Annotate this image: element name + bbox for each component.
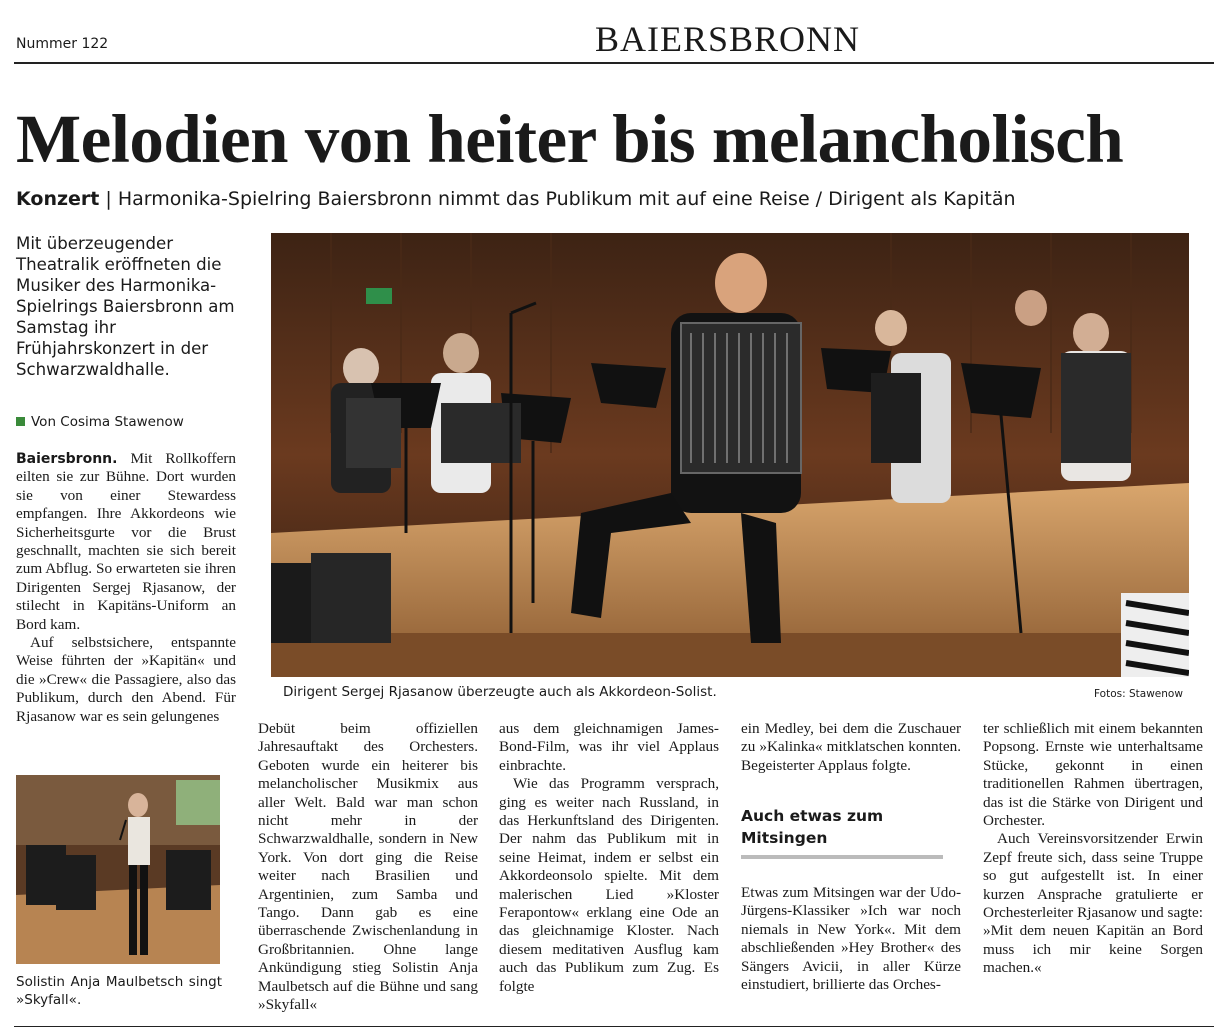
dateline: Baiersbronn.: [16, 451, 118, 467]
lead-paragraph: Mit überzeugender Theatralik eröffneten die Musiker des Harmonika-Spielrings Baiersbronn am Samstag ihr Frühjahrskonzert in der Schwarzwaldhalle.: [16, 234, 235, 379]
paragraph: [16, 450, 236, 634]
header-rule: [14, 62, 1214, 64]
article-column-1: [16, 450, 236, 726]
paragraph-text: Mit Rollkoffern eilten sie zur Bühne. Dort wurden sie von einer Stewardess empfangen. Ihre Akkordeons wie Sicherheitsgurte vor die Brust geschnallt, machten sie sich bereit zum Abflug. So erwarteten sie ihren Dirigenten Sergej Rjasanow, der stilecht in Kapitäns-Uniform an Bord kam.: [16, 450, 236, 633]
subheadline: [16, 188, 1016, 210]
photo-credit: Fotos: Stawenow: [1094, 688, 1183, 700]
headline: Melodien von heiter bis melancholisch: [16, 101, 1124, 177]
article-column-2: [258, 720, 478, 1015]
paragraph: Auch Vereinsvorsitzender Erwin Zepf freute sich, dass seine Truppe so gut aufgestellt ist. In einer kurzen Ansprache gratulierte er Orchesterleiter Rjasanow und sagte: »Mit dem neuen Kapitän an Bord muss ich mir keine Sorgen machen.«: [983, 830, 1203, 977]
byline-text: Von Cosima Stawenow: [31, 414, 184, 430]
subline-text: | Harmonika-Spielring Baiersbronn nimmt das Publikum mit auf eine Reise / Dirigent als Kapitän: [99, 188, 1016, 210]
article-column-5: [983, 720, 1203, 978]
paragraph: Etwas zum Mitsingen war der Udo-Jürgens-Klassiker »Ich war noch niemals in New York«. Mit dem abschließenden »Hey Brother« des Sängers Avicii, in aller Kürze einstudiert, brillierte das Orches-: [741, 884, 961, 994]
soloist-photo-caption: Solistin Anja Maulbetsch singt »Skyfall«.: [16, 974, 222, 1008]
main-photo: [271, 233, 1189, 677]
byline: [16, 414, 184, 430]
article-column-3: [499, 720, 719, 996]
subheading-rule: [741, 855, 943, 859]
soloist-photo: [16, 775, 220, 964]
paragraph: aus dem gleichnamigen James-Bond-Film, was ihr viel Applaus einbrachte.: [499, 720, 719, 774]
article-column-4-continued: [741, 884, 961, 994]
paragraph: Auf selbstsichere, entspannte Weise führten der »Kapitän« und die »Crew« die Passagiere, also das Publikum, durch den Abend. Für Rjasanow war es sein gelungenes: [16, 634, 236, 725]
footer-rule: [14, 1026, 1214, 1027]
subheading: Auch etwas zum Mitsingen: [741, 807, 884, 847]
issue-number: Nummer 122: [16, 36, 109, 52]
main-photo-caption: Dirigent Sergej Rjasanow überzeugte auch als Akkordeon-Solist.: [283, 684, 717, 700]
article-column-4: [741, 720, 961, 775]
paragraph: ein Medley, bei dem die Zuschauer zu »Kalinka« mitklatschen konnten. Begeisterter Applaus folgte.: [741, 720, 961, 774]
paragraph: Wie das Programm versprach, ging es weiter nach Russland, in das Herkunftsland des Dirigenten. Der nahm das Publikum mit in seine Heimat, indem er selbst ein Akkordeonsolo spielte. Mit dem malerischen Lied »Kloster Ferapontow« erklang eine Ode an das gleichnamige Kloster. Nach diesem meditativen Ausflug kam auch das Publikum zum Zug. Es folgte: [499, 775, 719, 995]
byline-square-icon: [16, 417, 25, 426]
paragraph: Debüt beim offiziellen Jahresauftakt des Orchesters. Geboten wurde ein heiterer bis melancholischer Musikmix aus aller Welt. Bald war man schon nicht mehr in der Schwarzwaldhalle, sondern in New York. Von dort ging die Reise weiter nach Brasilien und Argentinien, zum Samba und Tango. Dann gab es eine überraschende Zwischenlandung in Großbritannien. Ohne lange Ankündigung stieg Solistin Anja Maulbetsch auf die Bühne und sang »Skyfall«: [258, 720, 478, 1014]
paragraph: ter schließlich mit einem bekannten Popsong. Ernste wie unterhaltsame Stücke, gekonnt in einen traditionellen Rahmen übertragen, das ist die Stärke von Dirigent und Orchester.: [983, 720, 1203, 830]
section-title: BAIERSBRONN: [595, 19, 861, 59]
kicker: Konzert: [16, 188, 100, 210]
